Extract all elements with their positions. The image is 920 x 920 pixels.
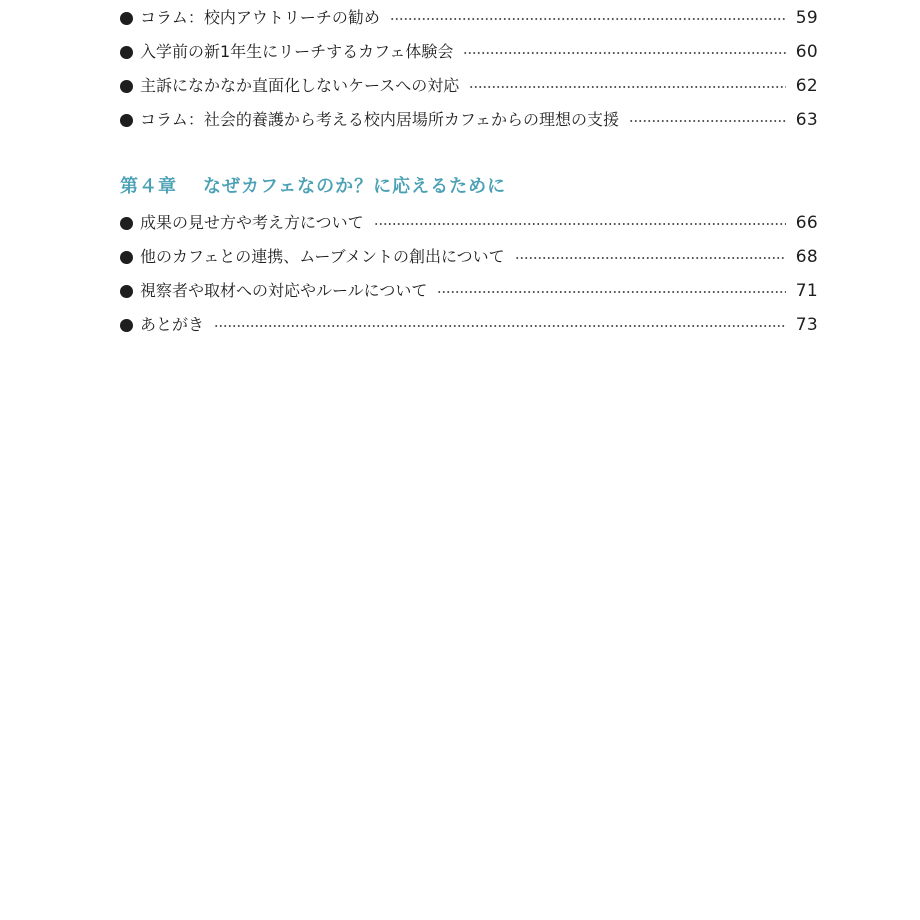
toc-entry[interactable] <box>120 69 818 103</box>
toc-entry-title: 主訴になかなか直面化しないケースへの対応 <box>140 76 460 95</box>
toc-page-number: 73 <box>795 315 818 335</box>
toc-entry[interactable] <box>120 103 818 137</box>
toc-page-number: 59 <box>795 8 818 28</box>
dot-leader <box>469 86 786 88</box>
bullet-icon <box>120 217 133 230</box>
bullet-icon <box>120 46 133 59</box>
dot-leader <box>374 223 786 225</box>
toc-entry[interactable] <box>120 1 818 35</box>
toc-page-number: 68 <box>795 247 818 267</box>
toc-entry-title: 成果の見せ方や考え方について <box>140 213 364 232</box>
toc-entry-title: 入学前の新1年生にリーチするカフェ体験会 <box>140 42 454 61</box>
bullet-icon <box>120 285 133 298</box>
toc-page-number: 63 <box>795 110 818 130</box>
dot-leader <box>437 291 785 293</box>
toc-page-number: 62 <box>795 76 818 96</box>
toc-entry-title: あとがき <box>140 315 205 334</box>
chapter-title: なぜカフェなのか？に応えるために <box>203 176 507 197</box>
toc-entry-title: コラム：社会的養護から考える校内居場所カフェからの理想の支援 <box>140 110 620 129</box>
chapter-number: 第４章 <box>120 176 177 197</box>
toc-entry-title: 他のカフェとの連携、ムーブメントの創出について <box>140 247 505 266</box>
toc-entry[interactable] <box>120 274 818 308</box>
toc-entry[interactable] <box>120 308 818 342</box>
bullet-icon <box>120 251 133 264</box>
dot-leader <box>390 18 786 20</box>
toc-entry[interactable] <box>120 206 818 240</box>
toc-page-number: 66 <box>795 213 818 233</box>
dot-leader <box>629 120 786 122</box>
dot-leader <box>463 52 785 54</box>
dot-leader <box>515 257 786 259</box>
bullet-icon <box>120 12 133 25</box>
bullet-icon <box>120 80 133 93</box>
bullet-icon <box>120 114 133 127</box>
toc-entry-title: コラム：校内アウトリーチの勧め <box>140 8 380 27</box>
toc-entry[interactable] <box>120 35 818 69</box>
toc-page-number: 60 <box>795 42 818 62</box>
toc-entry[interactable] <box>120 240 818 274</box>
toc-entry-title: 視察者や取材への対応やルールについて <box>140 281 428 300</box>
chapter4-entry-list <box>120 206 818 342</box>
dot-leader <box>214 325 786 327</box>
bullet-icon <box>120 319 133 332</box>
chapter-heading[interactable] <box>120 170 506 204</box>
toc-page-number: 71 <box>795 281 818 301</box>
chapter3-entry-list <box>120 1 818 137</box>
